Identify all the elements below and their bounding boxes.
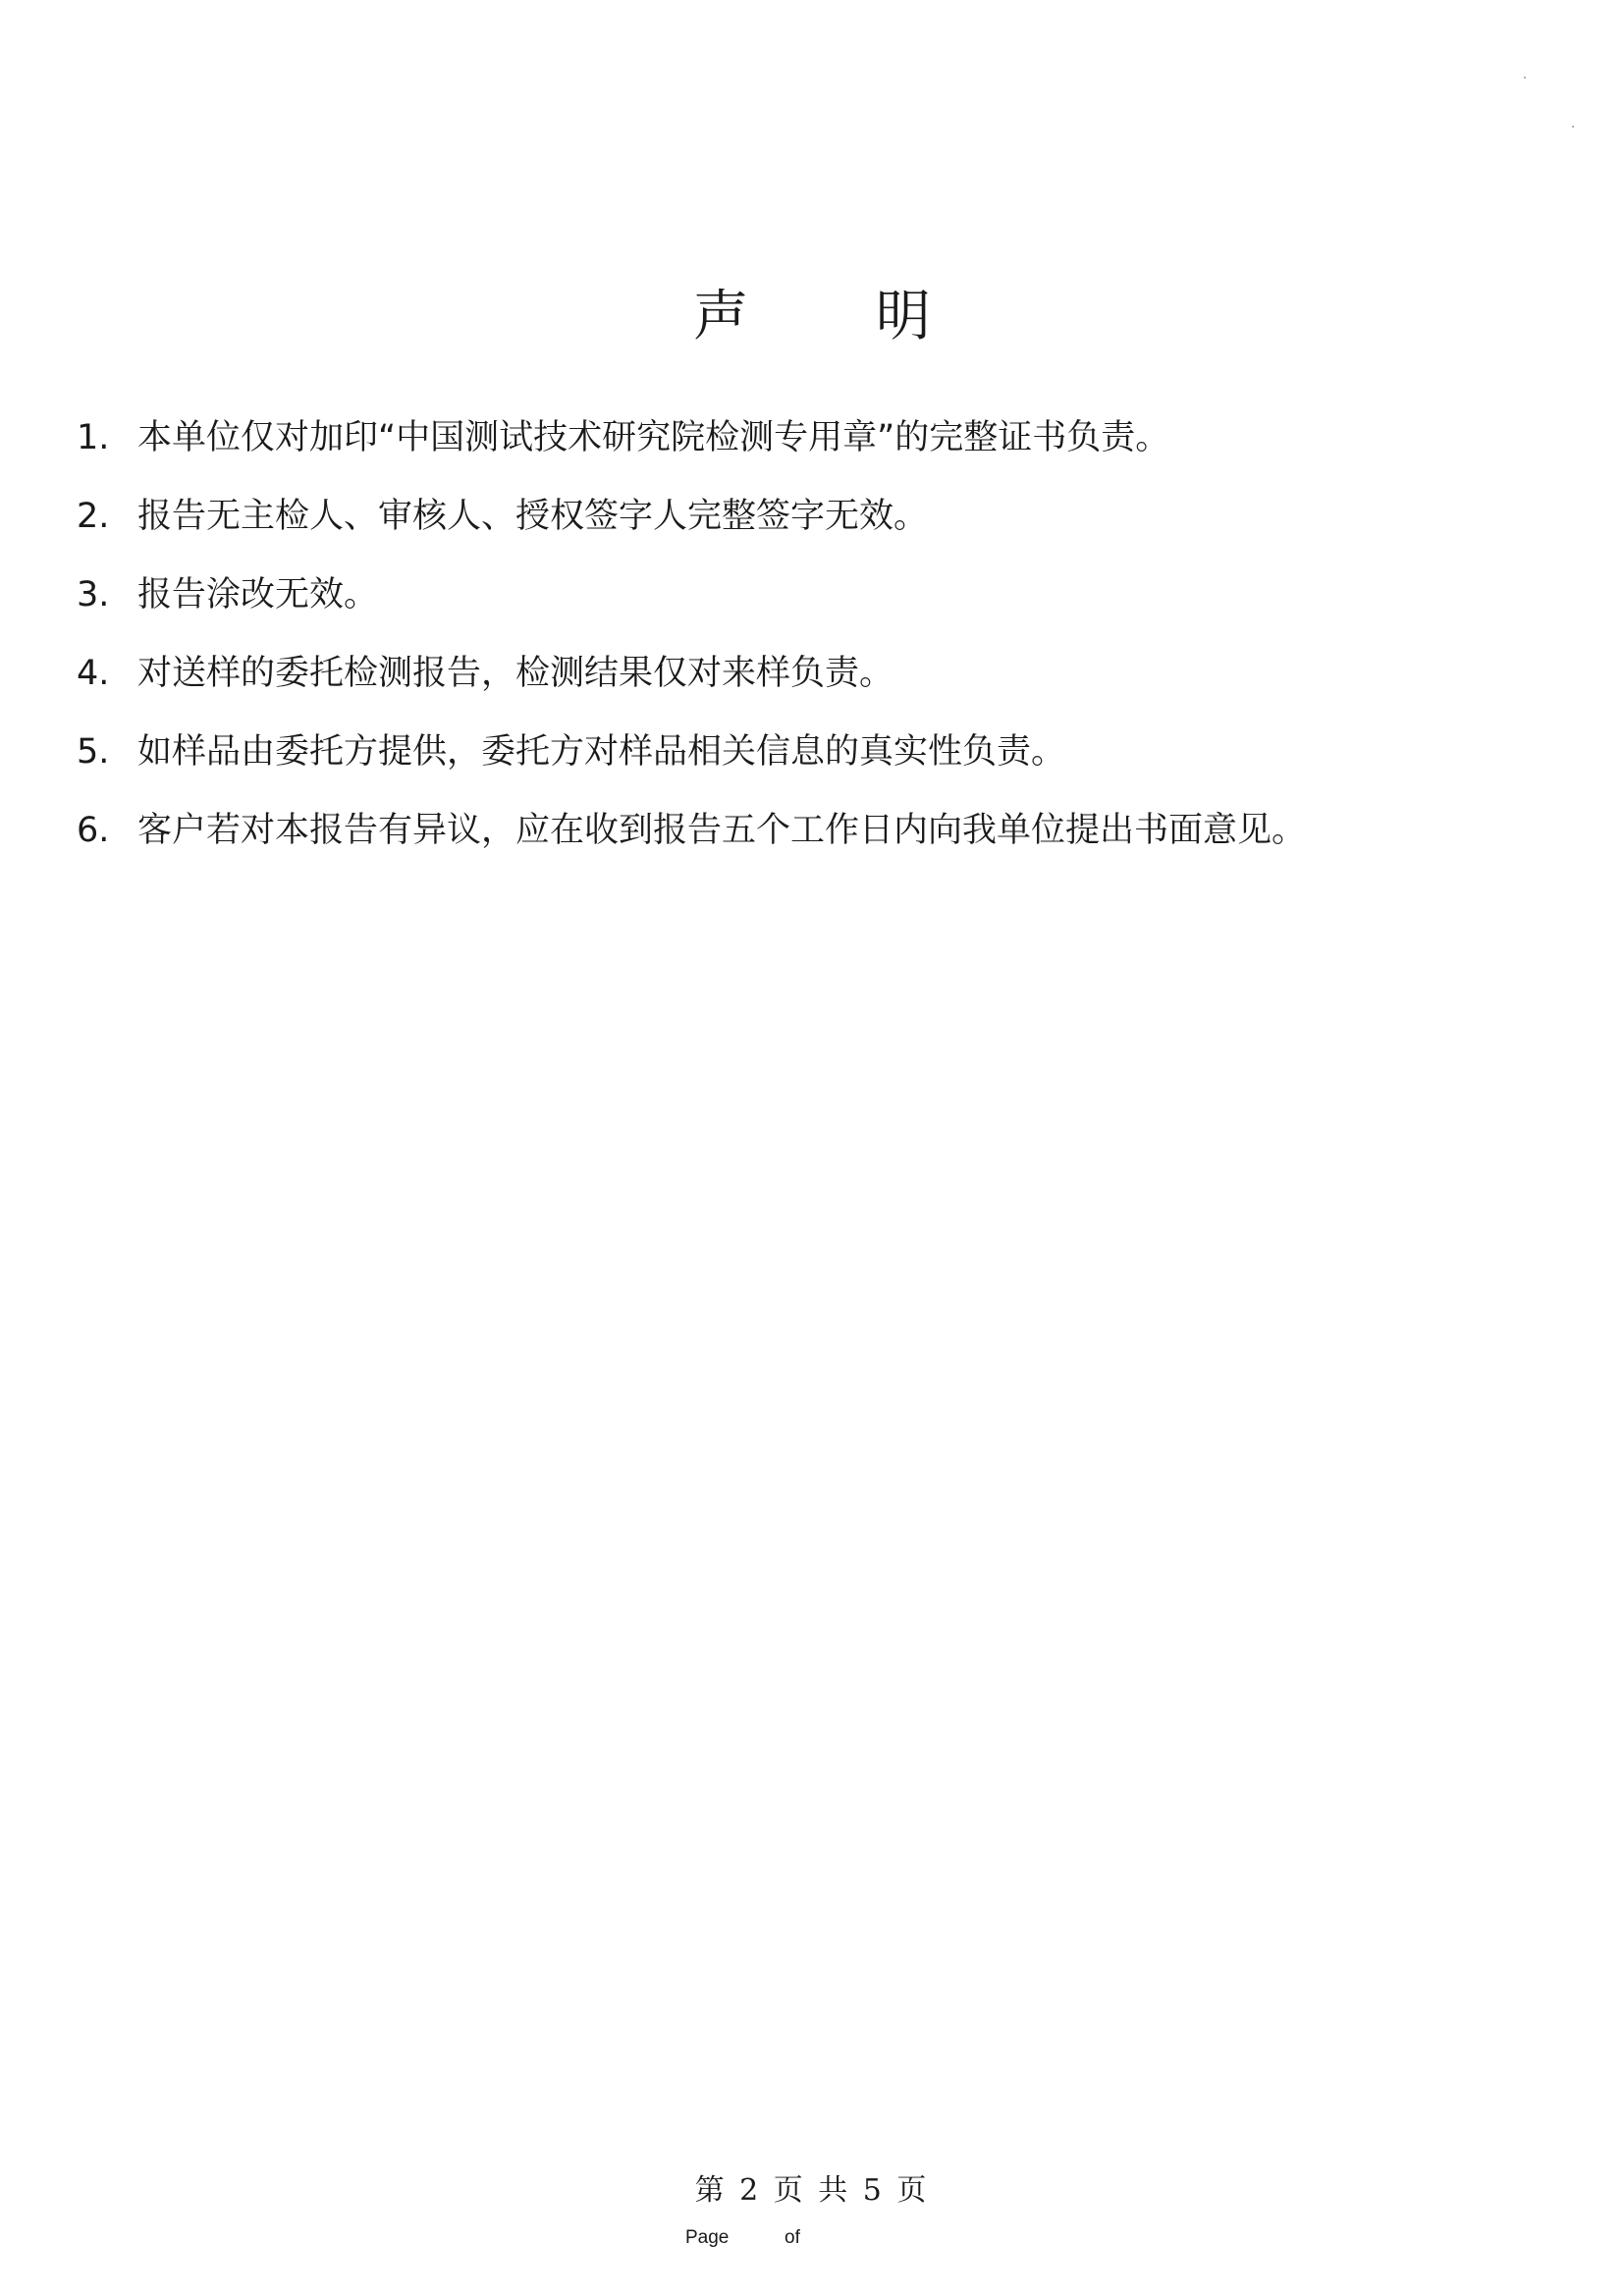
statement-number: 6.: [77, 811, 110, 850]
statement-text: 如样品由委托方提供，委托方对样品相关信息的真实性负责。: [137, 732, 1066, 772]
page-label-en: Page: [685, 2227, 730, 2248]
scan-speck: [1572, 126, 1574, 128]
statement-number: 1.: [77, 418, 110, 457]
statement-text: 本单位仅对加印“中国测试技术研究院检测专用章”的完整证书负责。: [137, 418, 1170, 457]
statement-text: 报告无主检人、审核人、授权签字人完整签字无效。: [137, 497, 929, 536]
statement-list: [77, 410, 1549, 881]
statement-text: 报告涂改无效。: [137, 575, 379, 614]
statement-text: 客户若对本报告有异议，应在收到报告五个工作日内向我单位提出书面意见。: [137, 811, 1307, 850]
statement-number: 3.: [77, 575, 110, 614]
scan-speck: [1524, 77, 1526, 79]
statement-text: 对送样的委托检测报告，检测结果仅对来样负责。: [137, 654, 894, 693]
statement-item: [77, 724, 1549, 803]
page-number-cn: 第 2 页 共 5 页: [694, 2173, 930, 2208]
statement-item: [77, 410, 1549, 489]
statement-item: [77, 803, 1549, 881]
statement-item: [77, 489, 1549, 567]
statement-number: 4.: [77, 654, 110, 693]
page-title: 声 明: [693, 285, 986, 348]
of-label-en: of: [785, 2227, 800, 2248]
statement-item: [77, 646, 1549, 724]
statement-number: 5.: [77, 732, 110, 772]
statement-item: [77, 567, 1549, 646]
statement-number: 2.: [77, 497, 110, 536]
